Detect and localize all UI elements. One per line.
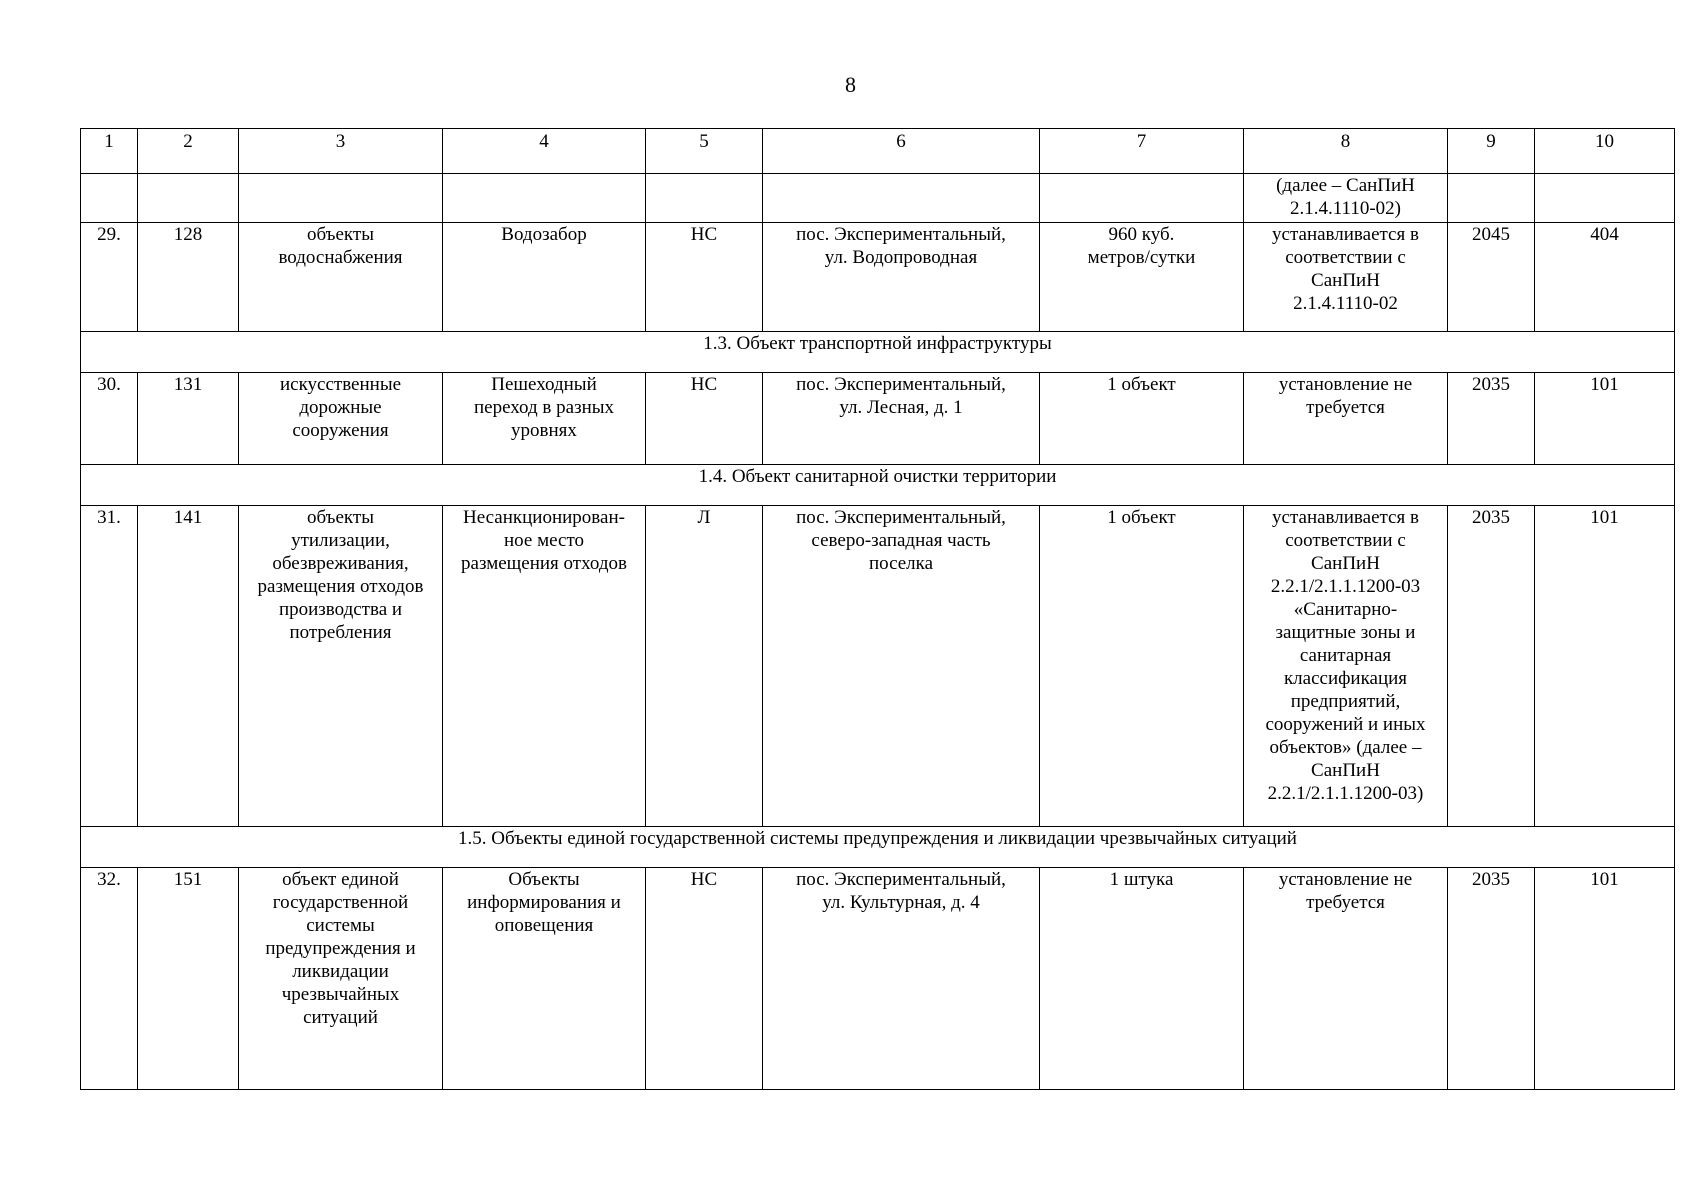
header-cell: 5	[646, 129, 763, 174]
table-cell: НС	[646, 868, 763, 1090]
table-row	[81, 506, 1675, 827]
table-cell	[443, 174, 646, 223]
table-cell: объект единой государственной системы предупреждения и ликвидации чрезвычайных ситуаций	[239, 868, 443, 1090]
table-cell: 141	[138, 506, 239, 827]
table-cell: 2045	[1448, 223, 1535, 332]
table-cell	[1448, 174, 1535, 223]
table-cell: установление не требуется	[1244, 373, 1448, 465]
table-cell: Л	[646, 506, 763, 827]
table-row	[81, 223, 1675, 332]
table-cell: 101	[1535, 373, 1675, 465]
table-cell: 1 штука	[1040, 868, 1244, 1090]
table-cell: 101	[1535, 506, 1675, 827]
table-cell: 128	[138, 223, 239, 332]
table-cell: объекты утилизации, обезвреживания, размещения отходов производства и потребления	[239, 506, 443, 827]
header-cell: 1	[81, 129, 138, 174]
table-cell: Несанкционирован- ное место размещения отходов	[443, 506, 646, 827]
table-cell	[1040, 174, 1244, 223]
table-cell: пос. Экспериментальный, ул. Культурная, д. 4	[763, 868, 1040, 1090]
table-cell: 131	[138, 373, 239, 465]
table-cell: 2035	[1448, 373, 1535, 465]
table-cell: НС	[646, 223, 763, 332]
row-number-cell: 29.	[81, 223, 138, 332]
row-number-cell: 32.	[81, 868, 138, 1090]
table-cell: искусственные дорожные сооружения	[239, 373, 443, 465]
table-cell: объекты водоснабжения	[239, 223, 443, 332]
table-cell	[138, 174, 239, 223]
header-cell: 9	[1448, 129, 1535, 174]
table-cell: 1 объект	[1040, 373, 1244, 465]
table-header-row	[81, 129, 1675, 174]
table-cell: 2035	[1448, 506, 1535, 827]
table-cell	[1535, 174, 1675, 223]
section-row	[81, 332, 1675, 373]
header-cell: 10	[1535, 129, 1675, 174]
row-number-cell: 30.	[81, 373, 138, 465]
table-cell: 101	[1535, 868, 1675, 1090]
table-cell: (далее – СанПиН 2.1.4.1110-02)	[1244, 174, 1448, 223]
table-cell	[81, 174, 138, 223]
table-cell: 1 объект	[1040, 506, 1244, 827]
table-cell: устанавливается в соответствии с СанПиН 2.1.4.1110-02	[1244, 223, 1448, 332]
table-cell	[646, 174, 763, 223]
section-row	[81, 827, 1675, 868]
page-number: 8	[845, 72, 856, 97]
section-row	[81, 465, 1675, 506]
row-number-cell: 31.	[81, 506, 138, 827]
header-cell: 6	[763, 129, 1040, 174]
table-cell: Объекты информирования и оповещения	[443, 868, 646, 1090]
table-cell: пос. Экспериментальный, ул. Водопроводная	[763, 223, 1040, 332]
table-cell: 2035	[1448, 868, 1535, 1090]
table-row	[81, 373, 1675, 465]
table-cell: НС	[646, 373, 763, 465]
table-cell: Пешеходный переход в разных уровнях	[443, 373, 646, 465]
table-row	[81, 868, 1675, 1090]
table-cell: пос. Экспериментальный, ул. Лесная, д. 1	[763, 373, 1040, 465]
objects-table	[80, 128, 1675, 1090]
header-cell: 8	[1244, 129, 1448, 174]
table-cell: устанавливается в соответствии с СанПиН 2.2.1/2.1.1.1200-03 «Санитарно- защитные зоны и санитарная классификация предприятий, сооружений и иных объектов» (далее – СанПиН 2.2.1/2.1.1.1200-03)	[1244, 506, 1448, 827]
section-heading: 1.5. Объекты единой государственной системы предупреждения и ликвидации чрезвычайных ситуаций	[81, 827, 1675, 868]
table-cell: 151	[138, 868, 239, 1090]
header-cell: 3	[239, 129, 443, 174]
table-cell: пос. Экспериментальный, северо-западная часть поселка	[763, 506, 1040, 827]
table-cell: Водозабор	[443, 223, 646, 332]
header-cell: 4	[443, 129, 646, 174]
table-cell: 960 куб. метров/сутки	[1040, 223, 1244, 332]
continuation-row	[81, 174, 1675, 223]
header-cell: 2	[138, 129, 239, 174]
table-cell: 404	[1535, 223, 1675, 332]
table-cell	[763, 174, 1040, 223]
section-heading: 1.4. Объект санитарной очистки территории	[81, 465, 1675, 506]
table-cell: установление не требуется	[1244, 868, 1448, 1090]
header-cell: 7	[1040, 129, 1244, 174]
table-cell	[239, 174, 443, 223]
section-heading: 1.3. Объект транспортной инфраструктуры	[81, 332, 1675, 373]
